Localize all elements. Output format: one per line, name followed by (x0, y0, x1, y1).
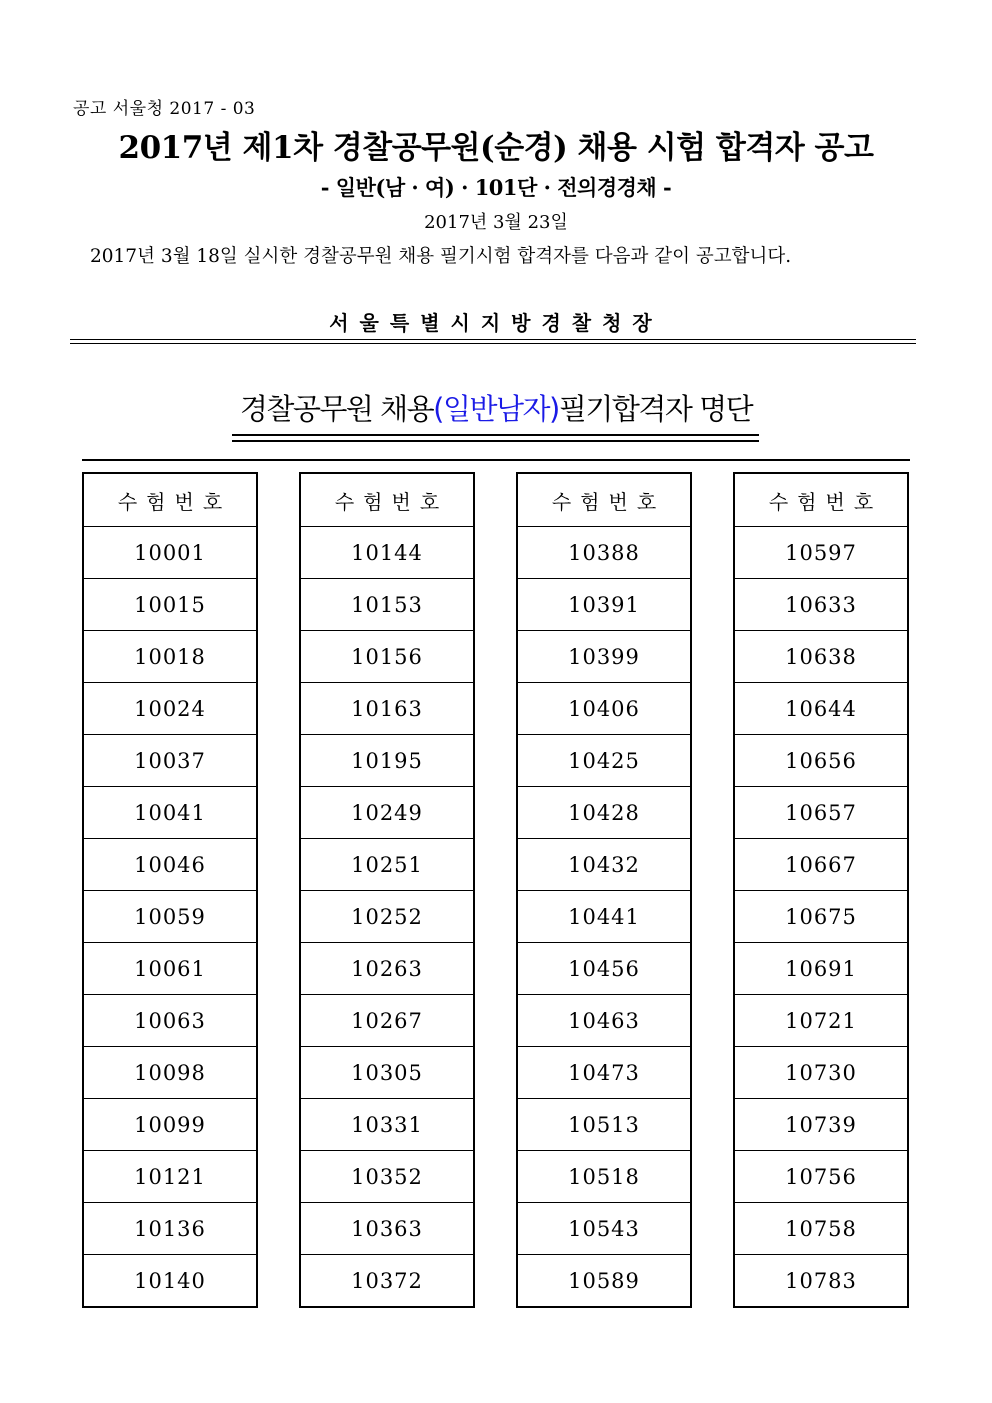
table-row (300, 1255, 474, 1308)
exam-number-cell: 10018 (83, 631, 257, 683)
table-row (734, 1047, 908, 1099)
exam-number-cell: 10144 (300, 527, 474, 579)
table-row (517, 735, 691, 787)
table-row (83, 631, 257, 683)
table-row (300, 527, 474, 579)
table-row (300, 995, 474, 1047)
exam-number-cell: 10037 (83, 735, 257, 787)
exam-number-cell: 10739 (734, 1099, 908, 1151)
exam-number-cell: 10024 (83, 683, 257, 735)
exam-number-cell: 10251 (300, 839, 474, 891)
exam-number-cell: 10758 (734, 1203, 908, 1255)
list-title (0, 387, 992, 428)
exam-number-cell: 10730 (734, 1047, 908, 1099)
announcement-date: 2017년 3월 23일 (424, 212, 568, 233)
exam-number-cell: 10428 (517, 787, 691, 839)
table-row (83, 1203, 257, 1255)
exam-number-cell: 10597 (734, 527, 908, 579)
table-row (517, 527, 691, 579)
table-row (734, 1151, 908, 1203)
exam-number-cell: 10156 (300, 631, 474, 683)
table-row (734, 839, 908, 891)
exam-number-cell: 10783 (734, 1255, 908, 1308)
table-row (83, 1151, 257, 1203)
candidate-table-2 (299, 472, 475, 1308)
document-number: 공고 서울청 2017 - 03 (73, 99, 256, 119)
table-row (734, 995, 908, 1047)
table-row (734, 1255, 908, 1308)
exam-number-cell: 10059 (83, 891, 257, 943)
exam-number-cell: 10061 (83, 943, 257, 995)
exam-number-cell: 10657 (734, 787, 908, 839)
candidate-table-3 (516, 472, 692, 1308)
exam-number-cell: 10063 (83, 995, 257, 1047)
exam-number-cell: 10263 (300, 943, 474, 995)
table-row (83, 1047, 257, 1099)
exam-number-cell: 10388 (517, 527, 691, 579)
table-row (300, 1047, 474, 1099)
double-divider (70, 339, 916, 344)
exam-number-cell: 10041 (83, 787, 257, 839)
exam-number-cell: 10589 (517, 1255, 691, 1308)
table-row (517, 1151, 691, 1203)
table-row (734, 943, 908, 995)
exam-number-cell: 10121 (83, 1151, 257, 1203)
table-row (734, 891, 908, 943)
table-header-row (517, 473, 691, 527)
exam-number-cell: 10543 (517, 1203, 691, 1255)
column-header-exam-number: 수험번호 (83, 473, 257, 527)
exam-number-cell: 10305 (300, 1047, 474, 1099)
candidate-table-1 (82, 472, 258, 1308)
exam-number-cell: 10136 (83, 1203, 257, 1255)
table-header-row (300, 473, 474, 527)
table-row (517, 943, 691, 995)
exam-number-cell: 10372 (300, 1255, 474, 1308)
table-row (300, 683, 474, 735)
table-row (734, 527, 908, 579)
list-title-prefix: 경찰공무원 채용 (239, 392, 434, 426)
column-header-exam-number: 수험번호 (300, 473, 474, 527)
table-row (517, 891, 691, 943)
table-row (300, 1203, 474, 1255)
exam-number-cell: 10473 (517, 1047, 691, 1099)
exam-number-cell: 10153 (300, 579, 474, 631)
table-row (300, 579, 474, 631)
exam-number-cell: 10249 (300, 787, 474, 839)
table-row (734, 1203, 908, 1255)
table-row (300, 839, 474, 891)
table-row (83, 1099, 257, 1151)
exam-number-cell: 10644 (734, 683, 908, 735)
table-row (83, 891, 257, 943)
table-row (83, 995, 257, 1047)
table-row (517, 995, 691, 1047)
table-row (517, 683, 691, 735)
table-row (517, 631, 691, 683)
exam-number-cell: 10675 (734, 891, 908, 943)
page-subtitle: - 일반(남 · 여) · 101단 · 전의경경채 - (320, 175, 672, 200)
table-row (517, 1099, 691, 1151)
exam-number-cell: 10252 (300, 891, 474, 943)
exam-number-cell: 10391 (517, 579, 691, 631)
table-row (83, 1255, 257, 1308)
exam-number-cell: 10267 (300, 995, 474, 1047)
exam-number-cell: 10633 (734, 579, 908, 631)
exam-number-cell: 10425 (517, 735, 691, 787)
table-row (517, 1255, 691, 1308)
exam-number-cell: 10352 (300, 1151, 474, 1203)
table-row (517, 579, 691, 631)
table-row (300, 735, 474, 787)
exam-number-cell: 10399 (517, 631, 691, 683)
exam-number-cell: 10163 (300, 683, 474, 735)
table-row (300, 943, 474, 995)
exam-number-cell: 10463 (517, 995, 691, 1047)
table-row (300, 631, 474, 683)
page-title: 2017년 제1차 경찰공무원(순경) 채용 시험 합격자 공고 (118, 130, 874, 166)
table-row (300, 1151, 474, 1203)
table-row (517, 787, 691, 839)
exam-number-cell: 10001 (83, 527, 257, 579)
table-row (300, 891, 474, 943)
issuing-authority: 서울특별시지방경찰청장 (329, 311, 663, 335)
table-header-row (83, 473, 257, 527)
table-row (83, 839, 257, 891)
table-header-row (734, 473, 908, 527)
exam-number-cell: 10098 (83, 1047, 257, 1099)
exam-number-cell: 10331 (300, 1099, 474, 1151)
table-row (83, 735, 257, 787)
column-header-exam-number: 수험번호 (517, 473, 691, 527)
table-row (83, 943, 257, 995)
table-row (83, 683, 257, 735)
exam-number-cell: 10015 (83, 579, 257, 631)
section-divider (82, 459, 910, 461)
exam-number-cell: 10756 (734, 1151, 908, 1203)
exam-number-cell: 10046 (83, 839, 257, 891)
exam-number-cell: 10441 (517, 891, 691, 943)
list-title-suffix: 필기합격자 명단 (558, 392, 753, 426)
exam-number-cell: 10406 (517, 683, 691, 735)
table-row (300, 1099, 474, 1151)
table-row (734, 683, 908, 735)
announcement-body: 2017년 3월 18일 실시한 경찰공무원 채용 필기시험 합격자를 다음과 같이 공고합니다. (90, 246, 792, 267)
exam-number-cell: 10195 (300, 735, 474, 787)
exam-number-cell: 10432 (517, 839, 691, 891)
candidate-table-4 (733, 472, 909, 1308)
table-row (83, 787, 257, 839)
exam-number-cell: 10638 (734, 631, 908, 683)
exam-number-cell: 10363 (300, 1203, 474, 1255)
exam-number-cell: 10721 (734, 995, 908, 1047)
table-row (734, 1099, 908, 1151)
exam-number-cell: 10656 (734, 735, 908, 787)
exam-number-cell: 10456 (517, 943, 691, 995)
table-row (83, 527, 257, 579)
list-title-accent: (일반남자) (433, 392, 559, 426)
column-header-exam-number: 수험번호 (734, 473, 908, 527)
table-row (517, 1047, 691, 1099)
exam-number-cell: 10667 (734, 839, 908, 891)
table-row (517, 1203, 691, 1255)
table-row (300, 787, 474, 839)
table-row (517, 839, 691, 891)
exam-number-cell: 10518 (517, 1151, 691, 1203)
table-row (734, 579, 908, 631)
table-row (734, 735, 908, 787)
table-row (83, 579, 257, 631)
exam-number-cell: 10099 (83, 1099, 257, 1151)
exam-number-cell: 10691 (734, 943, 908, 995)
table-row (734, 631, 908, 683)
exam-number-cell: 10513 (517, 1099, 691, 1151)
table-row (734, 787, 908, 839)
exam-number-cell: 10140 (83, 1255, 257, 1308)
title-underline (232, 434, 759, 442)
